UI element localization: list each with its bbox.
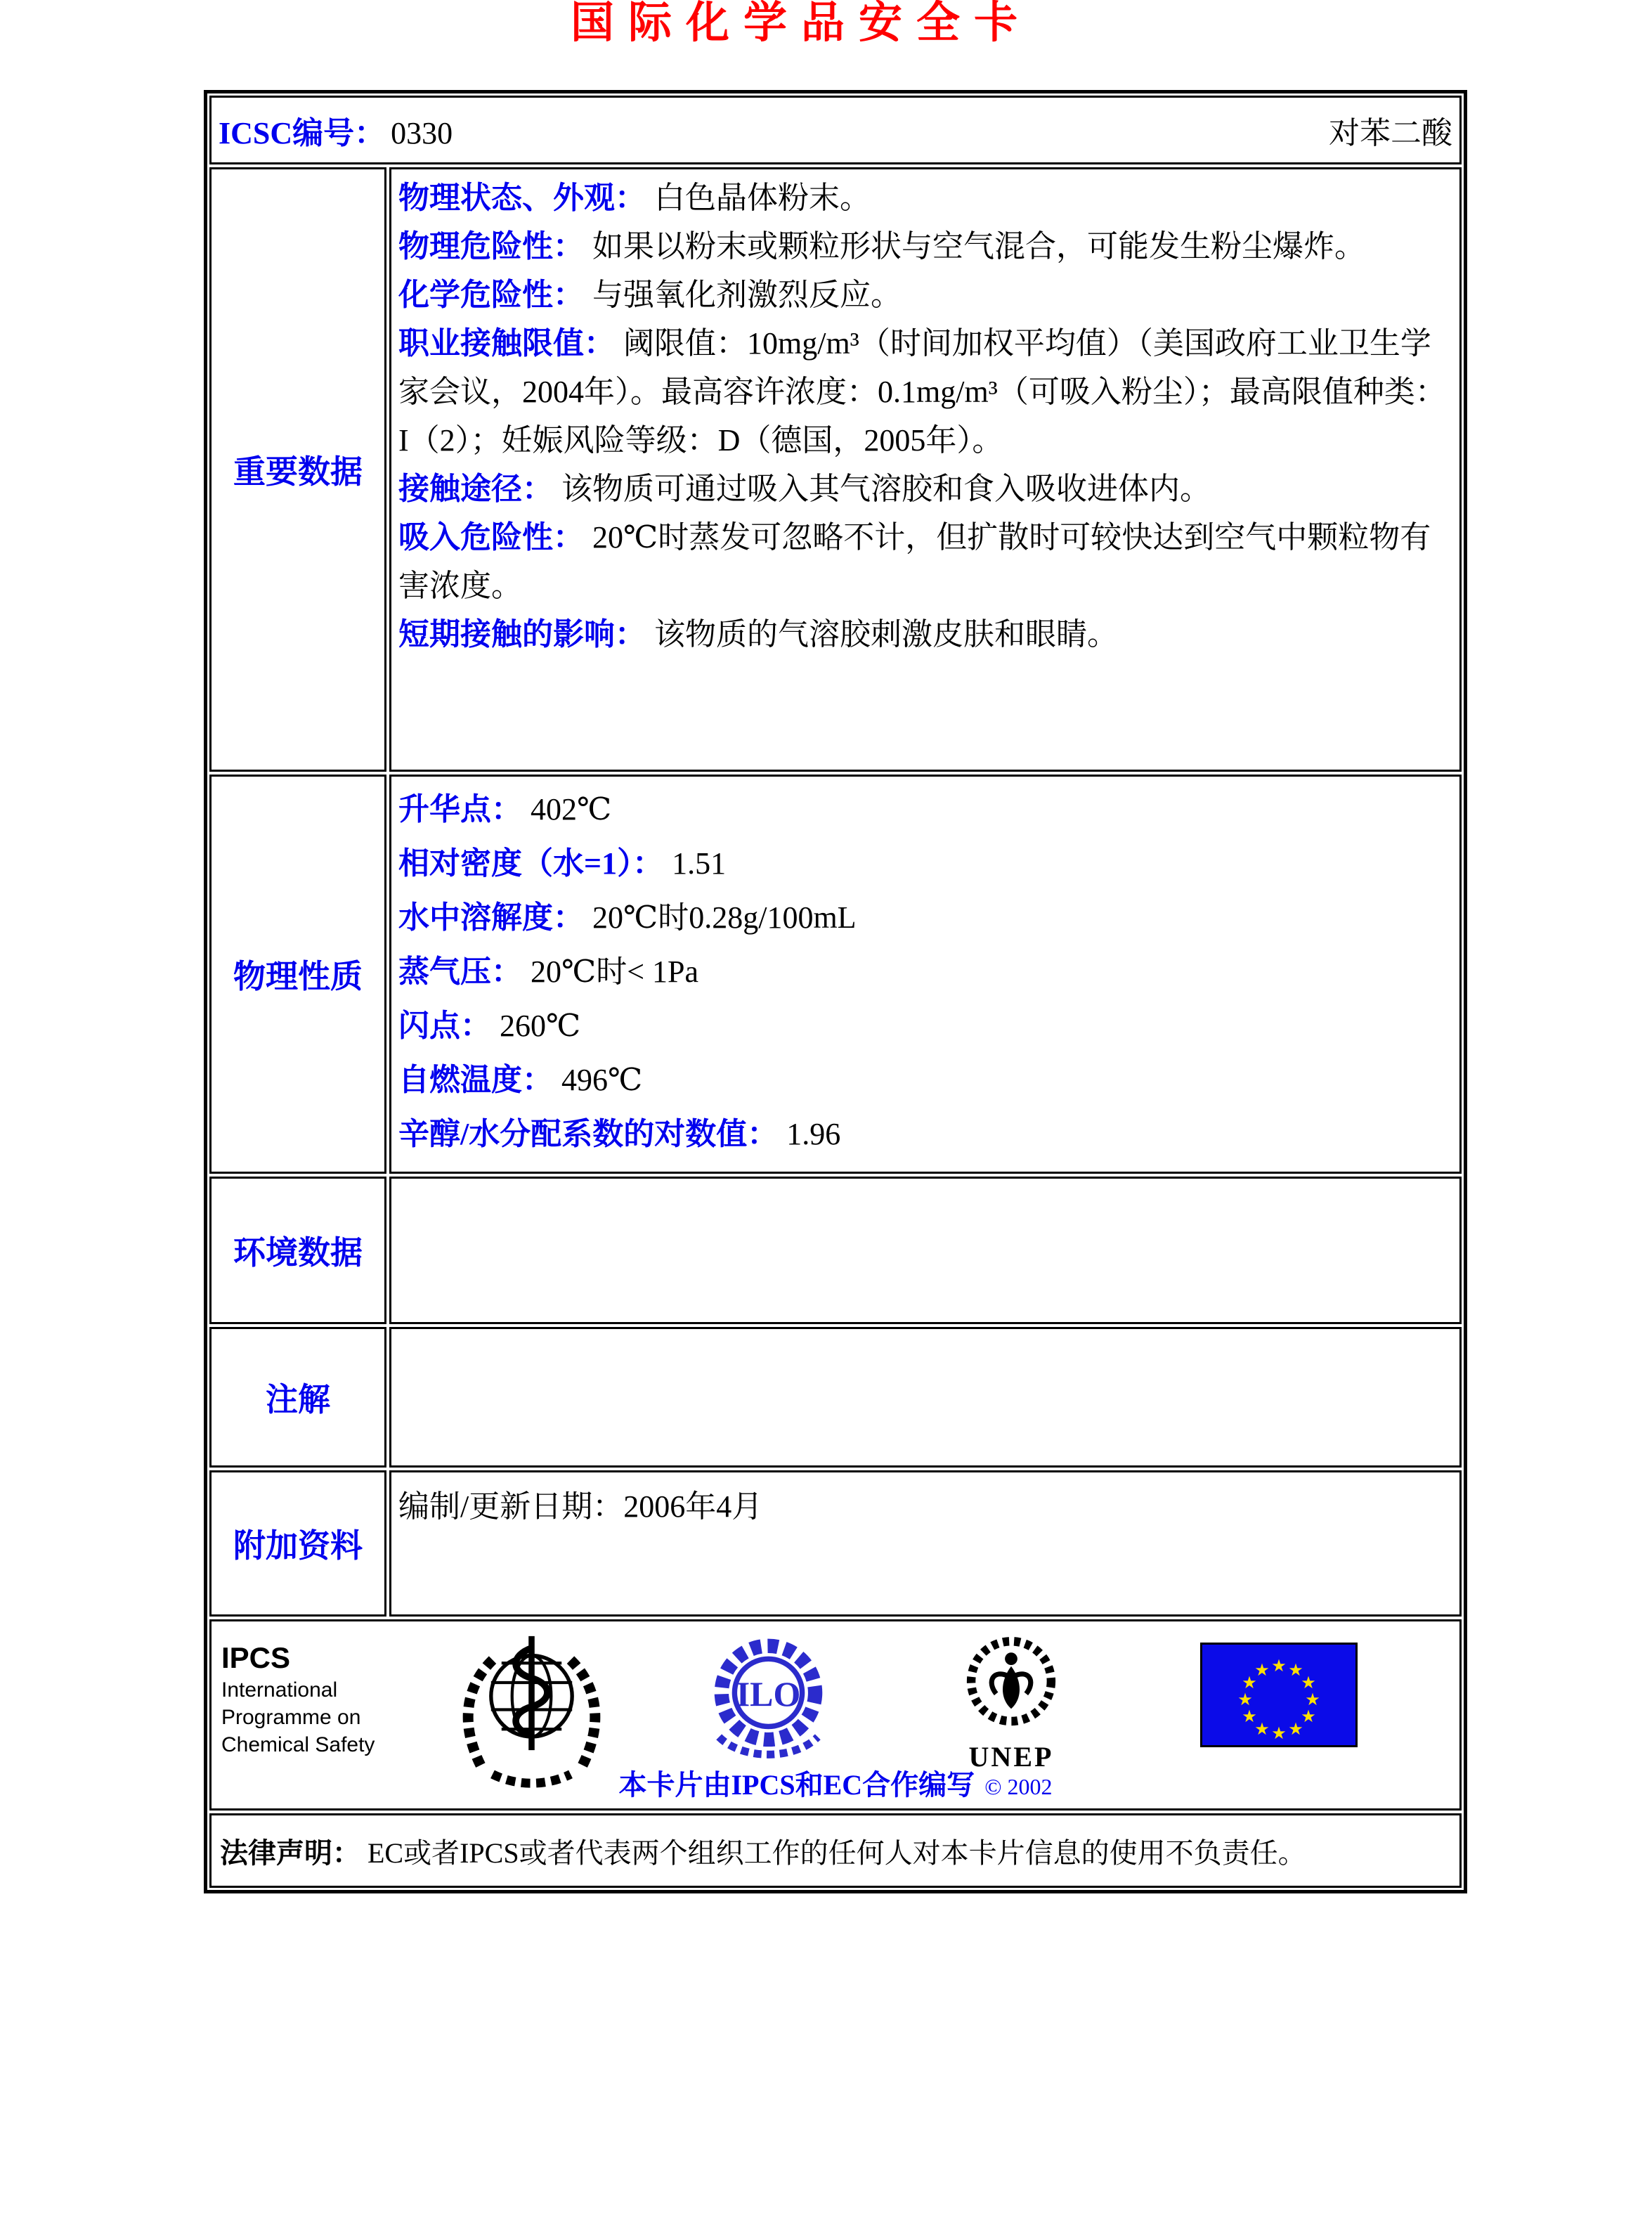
ilo-letters: ILO [736,1673,801,1714]
row-label-environmental-data: 环境数据 [209,1177,386,1324]
copyright-text: © 2002 [984,1774,1053,1799]
row-label-notes: 注解 [209,1327,386,1468]
entry-short-term-effects: 短期接触的影响： 该物质的气溶胶刺激皮肤和眼睛。 [398,617,1118,652]
entry-exposure-routes: 接触途径： 该物质可通过吸入其气溶胶和食入吸收进体内。 [398,472,1211,506]
svg-text:★: ★ [1305,1690,1320,1709]
ipcs-text-block [221,1640,375,1759]
row-label-important-data: 重要数据 [209,167,386,772]
entry-flash-point: 闪点： 260℃ [398,1009,581,1043]
svg-text:★: ★ [1301,1673,1316,1692]
entry-relative-density: 相对密度（水=1）： 1.51 [398,846,727,881]
ipcs-subtitle-line1: International [221,1678,338,1702]
logos-content [209,1619,1462,1811]
logos-row [209,1619,1462,1811]
header-row [209,96,1462,164]
row-label-physical-properties: 物理性质 [209,775,386,1174]
unep-label: UNEP [968,1741,1054,1773]
notes-row [209,1327,1462,1468]
environmental-data-row [209,1177,1462,1324]
icsc-number-label: ICSC编号： [219,116,386,150]
ipcs-subtitle-line3: Chemical Safety [221,1733,375,1756]
icsc-number-value: 0330 [391,116,453,150]
svg-text:★: ★ [1254,1660,1270,1680]
legal-text: EC或者IPCS或者代表两个组织工作的任何人对本卡片信息的使用不负责任。 [368,1837,1306,1869]
page-title: 国际化学品安全卡 [570,0,1032,47]
ipcs-subtitle-line2: Programme on [221,1706,361,1729]
additional-info-content [389,1470,1462,1617]
svg-text:★: ★ [1242,1706,1257,1726]
entry-sublimation-point: 升华点： 402℃ [398,792,612,827]
entry-chemical-danger: 化学危险性： 与强氧化剂激烈反应。 [398,278,902,312]
row-label-additional-info: 附加资料 [209,1470,386,1617]
additional-info-row [209,1470,1462,1617]
svg-text:★: ★ [1271,1656,1287,1676]
eu-flag-icon [1200,1643,1358,1747]
entry-octanol-water-partition: 辛醇/水分配系数的对数值： 1.96 [398,1117,841,1151]
physical-properties-row [209,775,1462,1174]
entry-inhalation-risk: 吸入危险性： 20℃时蒸发可忽略不计，但扩散时可较快达到空气中颗粒物有害浓度。 [398,520,1431,603]
ipcs-title: IPCS [221,1641,291,1674]
legal-label: 法律声明： [220,1837,360,1869]
credit-text: 本卡片由IPCS和EC合作编写 [618,1769,975,1801]
svg-text:★: ★ [1237,1690,1253,1709]
notes-content [389,1327,1462,1468]
update-date-text: 编制/更新日期：2006年4月 [398,1489,763,1524]
icsc-number-group [219,108,453,153]
entry-physical-danger: 物理危险性： 如果以粉末或颗粒形状与空气混合，可能发生粉尘爆炸。 [398,229,1365,264]
svg-text:★: ★ [1288,1719,1303,1739]
entry-occupational-limits: 职业接触限值： 阈限值：10mg/m³（时间加权平均值）（美国政府工业卫生学家会议，2004年）。最高容许浓度：0.1mg/m³（可吸入粉尘）；最高限值种类：I（2）；妊娠风险等级：D（德国，2005年）。 [398,326,1446,458]
legal-row [209,1813,1462,1888]
physical-properties-content [389,775,1462,1174]
entry-physical-state: 物理状态、外观： 白色晶体粉末。 [398,181,871,215]
svg-text:★: ★ [1288,1660,1303,1680]
ilo-logo-icon [703,1636,833,1769]
svg-text:★: ★ [1254,1719,1270,1739]
svg-text:★: ★ [1301,1706,1316,1726]
svg-text:★: ★ [1271,1723,1287,1743]
icsc-table [204,90,1467,1893]
legal-content [209,1813,1462,1888]
entry-autoignition-temperature: 自燃温度： 496℃ [398,1063,643,1097]
important-data-row [209,167,1462,772]
environmental-data-content [389,1177,1462,1324]
header-cell [209,96,1462,164]
svg-text:★: ★ [1242,1673,1257,1692]
unep-logo-icon [948,1631,1074,1771]
credit-line [212,1763,1459,1803]
chemical-name: 对苯二酸 [1329,116,1452,150]
entry-water-solubility: 水中溶解度： 20℃时0.28g/100mL [398,900,857,935]
important-data-content [389,167,1462,772]
entry-vapor-pressure: 蒸气压： 20℃时< 1Pa [398,954,699,989]
